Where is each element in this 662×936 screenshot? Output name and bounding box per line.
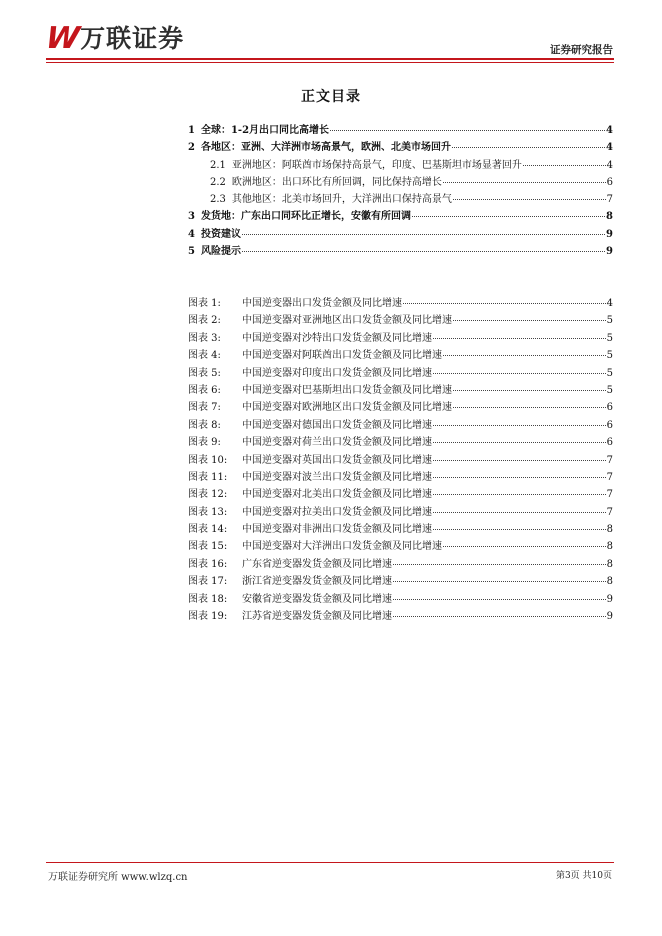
figure-page: 5 (606, 315, 613, 327)
toc-entry-number: 2.1 (210, 159, 226, 171)
dot-leader (242, 234, 605, 235)
figure-title: 中国逆变器对大洋洲出口发货金额及同比增速 (242, 541, 442, 553)
figure-label: 图表 3: (188, 332, 221, 344)
toc-entry-number: 2.3 (210, 194, 226, 206)
logo-name: 万联证券 (80, 24, 185, 53)
toc-entry-title: 亚洲地区：阿联酋市场保持高景气，印度、巴基斯坦市场显著回升 (231, 159, 522, 171)
figure-label: 图表 2: (188, 315, 221, 327)
dot-leader (452, 147, 605, 148)
figure-entry[interactable] (188, 555, 613, 572)
figure-entry[interactable] (188, 346, 613, 363)
dot-leader (433, 529, 606, 530)
dot-leader (433, 373, 606, 374)
page-number: 第3页 共10页 (555, 871, 612, 881)
figure-title: 中国逆变器对北美出口发货金额及同比增速 (242, 489, 432, 501)
toc-entry-number: 5 (188, 246, 195, 258)
toc-entry-title: 投资建议 (200, 228, 241, 240)
figure-entry[interactable] (188, 468, 613, 485)
dot-leader (433, 442, 606, 443)
toc-entry-number: 2.2 (210, 176, 226, 188)
figure-page: 8 (606, 558, 613, 570)
figure-label: 图表 12: (188, 489, 228, 501)
figure-entry[interactable] (188, 485, 613, 502)
toc-entry[interactable] (188, 173, 613, 190)
toc-entry-title: 全球：1-2月出口同比高增长 (200, 125, 330, 136)
figure-page: 5 (606, 367, 613, 379)
dot-leader (453, 199, 606, 200)
dot-leader (330, 130, 605, 131)
toc-entry-title: 发货地：广东出口同环比正增长，安徽有所回调 (200, 211, 411, 223)
figure-entry[interactable] (188, 294, 613, 311)
figure-label: 图表 8: (188, 419, 221, 431)
figure-title: 中国逆变器对非洲出口发货金额及同比增速 (242, 524, 432, 536)
figure-entry[interactable] (188, 381, 613, 398)
figure-page: 6 (606, 419, 613, 431)
dot-leader (453, 390, 606, 391)
dot-leader (453, 320, 606, 321)
figure-entry[interactable] (188, 329, 613, 346)
figure-entry[interactable] (188, 590, 613, 607)
header-divider (46, 58, 614, 60)
table-of-contents (188, 121, 613, 259)
figure-title: 中国逆变器对印度出口发货金额及同比增速 (242, 367, 432, 379)
toc-entry-number: 1 (188, 125, 195, 136)
figure-label: 图表 4: (188, 350, 221, 362)
figure-label: 图表 13: (188, 506, 228, 518)
dot-leader (443, 182, 606, 183)
dot-leader (412, 216, 605, 217)
figure-label: 图表 6: (188, 384, 221, 396)
figure-title: 中国逆变器对亚洲地区出口发货金额及同比增速 (242, 315, 452, 327)
toc-entry-number: 4 (188, 228, 195, 240)
toc-entry-number: 3 (188, 211, 195, 223)
figure-label: 图表 5: (188, 367, 221, 379)
dot-leader (403, 303, 606, 304)
figure-entry[interactable] (188, 451, 613, 468)
toc-entry-page: 6 (606, 176, 613, 188)
figure-label: 图表 17: (188, 576, 228, 588)
figure-page: 5 (606, 350, 613, 362)
toc-entry-page: 7 (606, 194, 613, 206)
dot-leader (433, 477, 606, 478)
figure-page: 7 (606, 506, 613, 518)
figure-entry[interactable] (188, 433, 613, 450)
figure-title: 中国逆变器对沙特出口发货金额及同比增速 (242, 332, 432, 344)
toc-entry-title: 欧洲地区：出口环比有所回调，同比保持高增长 (231, 176, 442, 188)
figure-label: 图表 18: (188, 593, 228, 605)
figure-page: 7 (606, 454, 613, 466)
dot-leader (443, 355, 606, 356)
toc-entry[interactable] (188, 225, 613, 242)
figure-label: 图表 16: (188, 558, 228, 570)
dot-leader (242, 251, 605, 252)
dot-leader (393, 581, 606, 582)
figure-label: 图表 19: (188, 611, 228, 623)
dot-leader (433, 338, 606, 339)
dot-leader (443, 546, 606, 547)
toc-entry[interactable] (188, 242, 613, 259)
figure-label: 图表 9: (188, 437, 221, 449)
footer-divider (46, 862, 614, 863)
figure-page: 6 (606, 402, 613, 414)
footer-source: 万联证券研究所 www.wlzq.cn (48, 872, 188, 883)
toc-entry-number: 2 (188, 142, 195, 154)
figure-page: 8 (606, 576, 613, 588)
figure-page: 7 (606, 489, 613, 501)
figure-page: 8 (606, 524, 613, 536)
figure-label: 图表 11: (188, 471, 228, 483)
toc-entry[interactable] (188, 190, 613, 207)
figure-title: 中国逆变器对波兰出口发货金额及同比增速 (242, 471, 432, 483)
toc-entry-page: 9 (606, 246, 613, 258)
dot-leader (433, 512, 606, 513)
figure-label: 图表 7: (188, 402, 221, 414)
figure-entry[interactable] (188, 503, 613, 520)
list-of-figures (188, 294, 613, 624)
figure-entry[interactable] (188, 311, 613, 328)
dot-leader (433, 460, 606, 461)
figure-page: 6 (606, 437, 613, 449)
toc-entry[interactable] (188, 207, 613, 224)
figure-entry[interactable] (188, 364, 613, 381)
figure-title: 安徽省逆变器发货金额及同比增速 (242, 593, 392, 605)
toc-entry-title: 其他地区：北美市场回升，大洋洲出口保持高景气 (231, 194, 452, 206)
toc-entry-page: 8 (606, 211, 613, 223)
figure-title: 浙江省逆变器发货金额及同比增速 (242, 576, 392, 588)
figure-page: 5 (606, 332, 613, 344)
company-logo (43, 21, 185, 56)
figure-title: 广东省逆变器发货金额及同比增速 (242, 558, 392, 570)
figure-title: 中国逆变器对巴基斯坦出口发货金额及同比增速 (242, 384, 452, 396)
figure-label: 图表 1: (188, 298, 221, 309)
figure-title: 江苏省逆变器发货金额及同比增速 (242, 611, 392, 623)
figure-title: 中国逆变器对欧洲地区出口发货金额及同比增速 (242, 402, 452, 414)
dot-leader (393, 564, 606, 565)
figure-title: 中国逆变器对拉美出口发货金额及同比增速 (242, 506, 432, 518)
figure-entry[interactable] (188, 416, 613, 433)
toc-entry-page: 9 (606, 228, 613, 240)
toc-entry-page: 4 (606, 125, 613, 136)
figure-page: 7 (606, 471, 613, 483)
dot-leader (433, 494, 606, 495)
figure-entry[interactable] (188, 537, 613, 554)
dot-leader (453, 407, 606, 408)
dot-leader (523, 165, 606, 166)
figure-page: 8 (606, 541, 613, 553)
header-divider-thin (46, 62, 614, 63)
report-type: 证券研究报告 (550, 44, 613, 56)
toc-entry-title: 各地区：亚洲、大洋洲市场高景气，欧洲、北美市场回升 (200, 142, 451, 154)
figure-page: 9 (606, 593, 613, 605)
dot-leader (433, 425, 606, 426)
figure-label: 图表 10: (188, 454, 228, 466)
figure-title: 中国逆变器出口发货金额及同比增速 (242, 298, 402, 309)
figure-entry[interactable] (188, 520, 613, 537)
toc-entry-title: 风险提示 (200, 246, 241, 258)
figure-title: 中国逆变器对阿联酋出口发货金额及同比增速 (242, 350, 442, 362)
figure-page: 4 (606, 298, 613, 309)
toc-entry[interactable] (188, 121, 613, 138)
figure-entry[interactable] (188, 607, 613, 624)
figure-title: 中国逆变器对德国出口发货金额及同比增速 (242, 419, 432, 431)
logo-mark: W (43, 21, 80, 56)
figure-entry[interactable] (188, 572, 613, 589)
toc-entry-page: 4 (606, 142, 613, 154)
figure-page: 9 (606, 611, 613, 623)
figure-title: 中国逆变器对荷兰出口发货金额及同比增速 (242, 437, 432, 449)
figure-label: 图表 14: (188, 524, 228, 536)
figure-entry[interactable] (188, 398, 613, 415)
figure-label: 图表 15: (188, 541, 228, 553)
dot-leader (393, 616, 606, 617)
toc-entry-page: 4 (606, 159, 613, 171)
figure-page: 5 (606, 384, 613, 396)
toc-entry[interactable] (188, 156, 613, 173)
dot-leader (393, 599, 606, 600)
toc-title: 正文目录 (301, 89, 361, 105)
toc-entry[interactable] (188, 138, 613, 155)
figure-title: 中国逆变器对英国出口发货金额及同比增速 (242, 454, 432, 466)
